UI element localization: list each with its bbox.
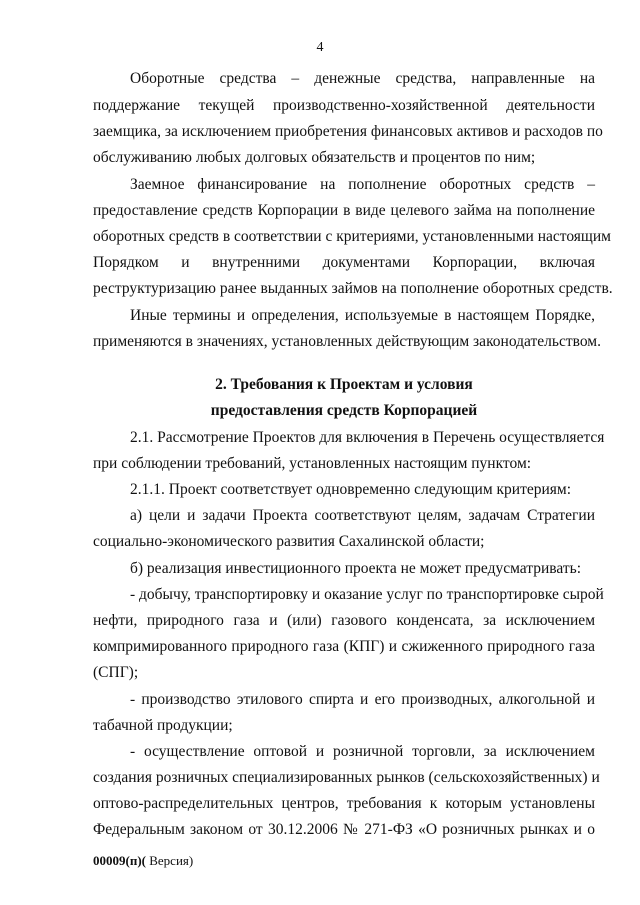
- text-line: табачной продукции;: [93, 717, 233, 734]
- text-line: компримированного природного газа (КПГ) и сжиженного природного газа: [93, 638, 595, 655]
- section-heading: предоставления средств Корпорацией: [210, 402, 478, 419]
- text-line: (СПГ);: [93, 664, 139, 681]
- footer-version: Версия): [145, 853, 194, 868]
- text-line: реструктуризацию ранее выданных займов на пополнение оборотных средств.: [93, 280, 613, 297]
- text-line: заемщика, за исключением приобретения финансовых активов и расходов по: [93, 123, 603, 140]
- text-line: применяются в значениях, установленных действующим законодательством.: [93, 333, 601, 350]
- text-line: 2.1.1. Проект соответствует одновременно следующим критериям:: [130, 481, 572, 498]
- text-line: поддержание текущей производственно-хозяйственной деятельности: [93, 97, 595, 114]
- text-line: обслуживанию любых долговых обязательств и процентов по ним;: [93, 149, 536, 166]
- text-line: нефти, природного газа и (или) газового конденсата, за исключением: [93, 612, 595, 629]
- document-footer: [93, 853, 193, 869]
- text-line: оборотных средств в соответствии с критериями, установленными настоящим: [93, 228, 611, 245]
- text-line: 2.1. Рассмотрение Проектов для включения в Перечень осуществляется: [130, 429, 605, 446]
- text-line: а) цели и задачи Проекта соответствуют целям, задачам Стратегии: [130, 507, 595, 524]
- text-line: создания розничных специализированных рынков (сельскохозяйственных) и: [93, 769, 600, 786]
- text-line: Оборотные средства – денежные средства, направленные на: [130, 70, 595, 87]
- text-line: Заемное финансирование на пополнение оборотных средств –: [130, 176, 595, 193]
- text-line: при соблюдении требований, установленных настоящим пунктом:: [93, 455, 532, 472]
- text-line: Порядком и внутренними документами Корпорации, включая: [93, 254, 595, 271]
- text-line: - добычу, транспортировку и оказание услуг по транспортировке сырой: [130, 586, 604, 603]
- text-line: предоставление средств Корпорации в виде целевого займа на пополнение: [93, 202, 595, 219]
- page-number: 4: [316, 40, 324, 55]
- text-line: Федеральным законом от 30.12.2006 № 271-ФЗ «О розничных рынках и о: [93, 821, 595, 838]
- section-heading: 2. Требования к Проектам и условия: [215, 376, 473, 393]
- text-line: социально-экономического развития Сахалинской области;: [93, 533, 485, 550]
- text-line: Иные термины и определения, используемые в настоящем Порядке,: [130, 307, 595, 324]
- text-line: оптово-распределительных центров, требования к которым установлены: [93, 795, 595, 812]
- text-line: - осуществление оптовой и розничной торговли, за исключением: [130, 743, 595, 760]
- footer-code: 00009(п)(: [93, 853, 146, 868]
- text-line: - производство этилового спирта и его производных, алкогольной и: [130, 691, 595, 708]
- text-line: б) реализация инвестиционного проекта не может предусматривать:: [130, 560, 582, 577]
